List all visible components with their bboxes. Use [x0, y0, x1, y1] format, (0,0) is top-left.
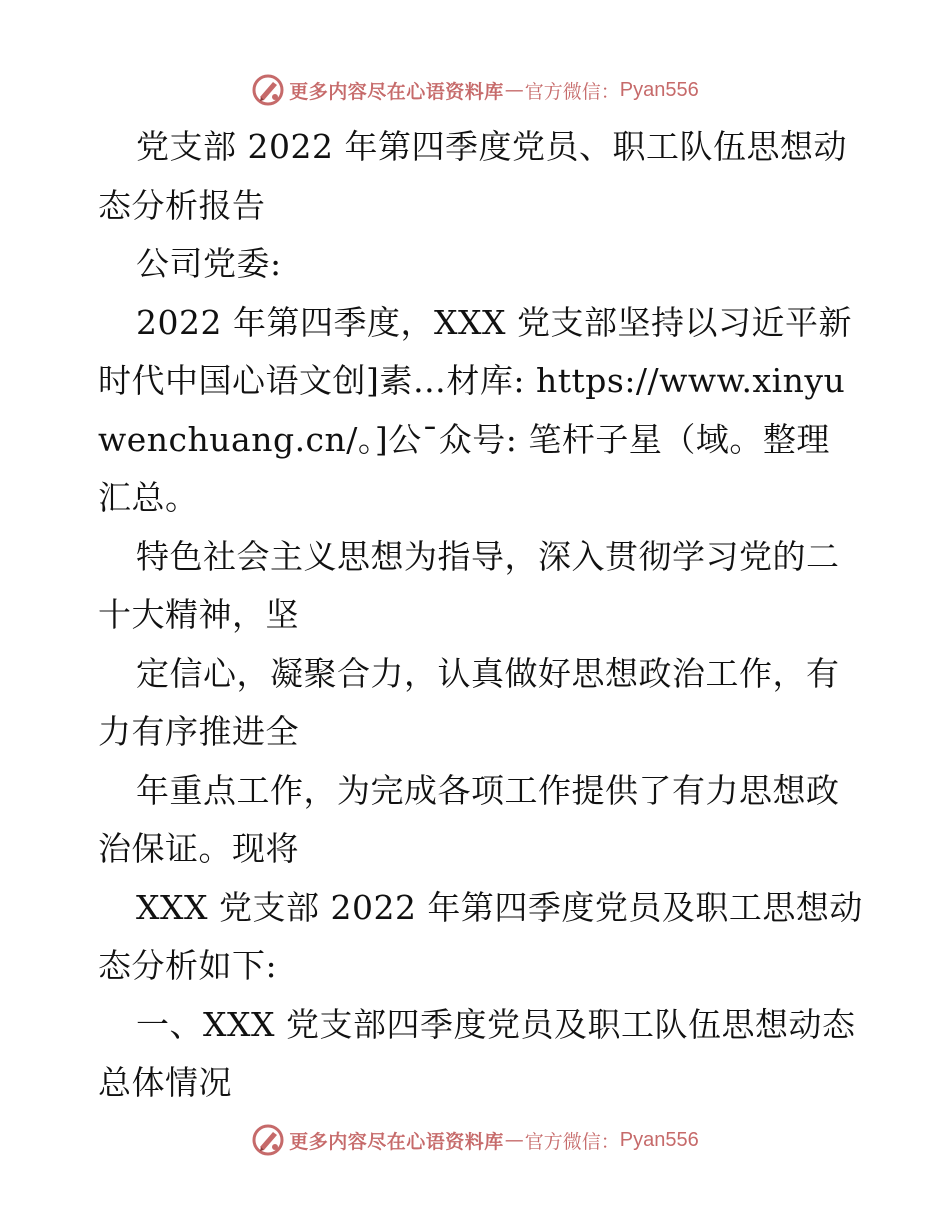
doc-line: 力有序推进全	[98, 712, 299, 751]
banner-separator: —	[504, 79, 524, 101]
doc-line: wenchuang.cn/。]公¯众号: 笔杆子星（域。整理	[98, 419, 830, 459]
banner-separator: —	[504, 1129, 524, 1151]
doc-line: 2022 年第四季度，XXX 党支部坚持以习近平新	[136, 302, 852, 342]
footer-banner	[0, 1120, 950, 1160]
banner-wechat-id: Pyan556	[619, 1128, 699, 1151]
doc-line: 公司党委:	[136, 244, 282, 283]
banner-wechat-label: 官方微信：	[524, 80, 620, 103]
banner-wechat-id: Pyan556	[619, 78, 699, 101]
doc-line: 一、XXX 党支部四季度党员及职工队伍思想动态	[136, 1004, 856, 1044]
seal-logo-icon	[251, 1123, 285, 1157]
doc-line: 汇总。	[98, 478, 199, 517]
seal-logo-icon	[251, 73, 285, 107]
banner-text: 更多内容尽在心语资料库	[289, 1130, 504, 1153]
banner-wechat-label: 官方微信：	[524, 1130, 620, 1153]
doc-line: 党支部 2022 年第四季度党员、职工队伍思想动	[136, 127, 847, 166]
doc-line: 定信心，凝聚合力，认真做好思想政治工作，有	[136, 653, 840, 693]
doc-line: 治保证。现将	[98, 829, 299, 868]
header-banner	[0, 70, 950, 110]
doc-line: 态分析报告	[98, 185, 266, 225]
document-body	[98, 118, 863, 1113]
doc-line: 十大精神，坚	[98, 595, 299, 634]
doc-line: 特色社会主义思想为指导，深入贯彻学习党的二	[136, 536, 840, 576]
doc-line: 时代中国心语文创]素…材库: https://www.xinyu	[98, 361, 846, 400]
doc-line: XXX 党支部 2022 年第四季度党员及职工思想动	[136, 887, 863, 927]
doc-line: 总体情况	[98, 1063, 232, 1102]
doc-line: 态分析如下:	[98, 946, 278, 985]
banner-text: 更多内容尽在心语资料库	[289, 80, 504, 103]
doc-line: 年重点工作，为完成各项工作提供了有力思想政	[136, 770, 840, 810]
